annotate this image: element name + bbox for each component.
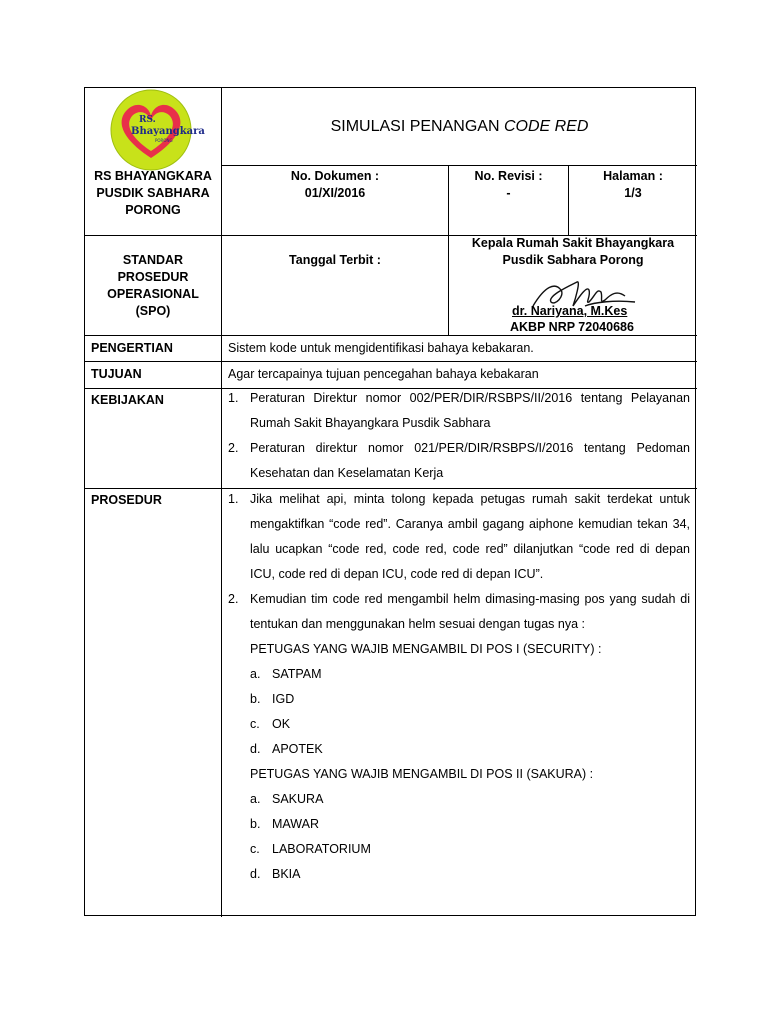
list-item — [228, 587, 690, 637]
page-value: 1/3 — [624, 186, 642, 200]
sub-letter: c. — [250, 842, 260, 856]
list-number: 1. — [228, 492, 239, 506]
sub-list-item — [228, 862, 690, 887]
prosedur-label: PROSEDUR — [91, 493, 162, 507]
kebijakan-label: KEBIJAKAN — [91, 393, 164, 407]
head-title: Kepala Rumah Sakit Bhayangkara Pusdik Sabhara Porong — [471, 236, 675, 267]
spo-label: STANDAR PROSEDUR OPERASIONAL (SPO) — [107, 253, 199, 318]
sub-letter: b. — [250, 817, 261, 831]
sub-text: MAWAR — [272, 817, 319, 831]
institution-name: RS BHAYANGKARA PUSDIK SABHARA PORONG — [94, 169, 212, 217]
page-cell — [569, 168, 697, 202]
list-item — [228, 436, 690, 486]
sub-text: BKIA — [272, 867, 301, 881]
list-number: 2. — [228, 441, 239, 455]
sub-list-item — [228, 687, 690, 712]
revision-value: - — [506, 186, 511, 200]
sub-list-item — [228, 787, 690, 812]
sub-text: SAKURA — [272, 792, 324, 806]
title-prefix: SIMULASI PENANGAN — [330, 118, 504, 135]
pengertian-label: PENGERTIAN — [91, 341, 173, 355]
pos2-heading: PETUGAS YANG WAJIB MENGAMBIL DI POS II (SAKURA) : — [250, 767, 594, 781]
divider — [221, 165, 697, 166]
doc-number-cell — [222, 168, 448, 202]
sub-text: APOTEK — [272, 742, 323, 756]
revision-label: No. Revisi : — [474, 169, 543, 183]
tujuan-text: Agar tercapainya tujuan pencegahan bahaya kebakaran — [228, 367, 539, 381]
sub-letter: d. — [250, 867, 261, 881]
sub-text: LABORATORIUM — [272, 842, 371, 856]
svg-text:RS.: RS. — [139, 115, 156, 125]
issue-date-label: Tanggal Terbit : — [289, 253, 381, 267]
list-text: Peraturan Direktur nomor 002/PER/DIR/RSBPS/II/2016 tentang Pelayanan Rumah Sakit Bhayangkara Pusdik Sabhara — [250, 391, 690, 430]
page-title — [222, 118, 697, 136]
divider — [85, 361, 697, 362]
sub-text: IGD — [272, 692, 295, 706]
revision-cell — [449, 168, 568, 202]
list-text: Peraturan direktur nomor 021/PER/DIR/RSBPS/I/2016 tentang Pedoman Kesehatan dan Keselamatan Kerja — [250, 441, 690, 480]
sub-list-item — [228, 737, 690, 762]
page-label: Halaman : — [603, 169, 663, 183]
sub-list-item — [228, 712, 690, 737]
doc-number-value: 01/XI/2016 — [304, 186, 366, 200]
sub-letter: a. — [250, 792, 261, 806]
sub-letter: c. — [250, 717, 260, 731]
kebijakan-list — [228, 386, 690, 486]
list-number: 1. — [228, 391, 239, 405]
sub-text: OK — [272, 717, 291, 731]
signer-rank: AKBP NRP 72040686 — [510, 320, 634, 334]
list-item — [228, 386, 690, 436]
divider — [85, 335, 697, 336]
svg-text:PORONG: PORONG — [155, 138, 173, 143]
signer-block — [510, 303, 690, 335]
sub-letter: d. — [250, 742, 261, 756]
signer-name: dr. Nariyana, M.Kes — [512, 304, 628, 318]
list-number: 2. — [228, 592, 239, 606]
sub-list-item — [228, 662, 690, 687]
sub-letter: b. — [250, 692, 261, 706]
sub-list-item — [228, 812, 690, 837]
sub-letter: a. — [250, 667, 261, 681]
spo-document — [84, 87, 696, 916]
sub-list-item — [228, 837, 690, 862]
tujuan-label: TUJUAN — [91, 367, 142, 381]
hospital-logo — [109, 88, 205, 172]
prosedur-list — [228, 487, 690, 887]
divider — [221, 88, 222, 917]
list-text: Jika melihat api, minta tolong kepada petugas rumah sakit terdekat untuk mengaktifkan “code red”. Caranya ambil gagang aiphone kemudian tekan 34, lalu ucapkan “code red, code red, code red” dilanjutkan “code red di depan ICU, code red di depan ICU, code red di depan ICU”. — [250, 492, 690, 581]
sub-text: SATPAM — [272, 667, 322, 681]
svg-text:Bhayangkara: Bhayangkara — [131, 126, 205, 137]
pengertian-text: Sistem kode untuk mengidentifikasi bahaya kebakaran. — [228, 341, 534, 355]
pos1-heading: PETUGAS YANG WAJIB MENGAMBIL DI POS I (SECURITY) : — [250, 642, 602, 656]
doc-number-label: No. Dokumen : — [290, 169, 380, 183]
list-text: Kemudian tim code red mengambil helm dimasing-masing pos yang sudah di tentukan dan menggunakan helm sesuai dengan tugas nya : — [250, 592, 690, 631]
title-italic: CODE RED — [503, 118, 589, 135]
list-item — [228, 487, 690, 587]
hospital-logo-icon — [109, 88, 205, 172]
